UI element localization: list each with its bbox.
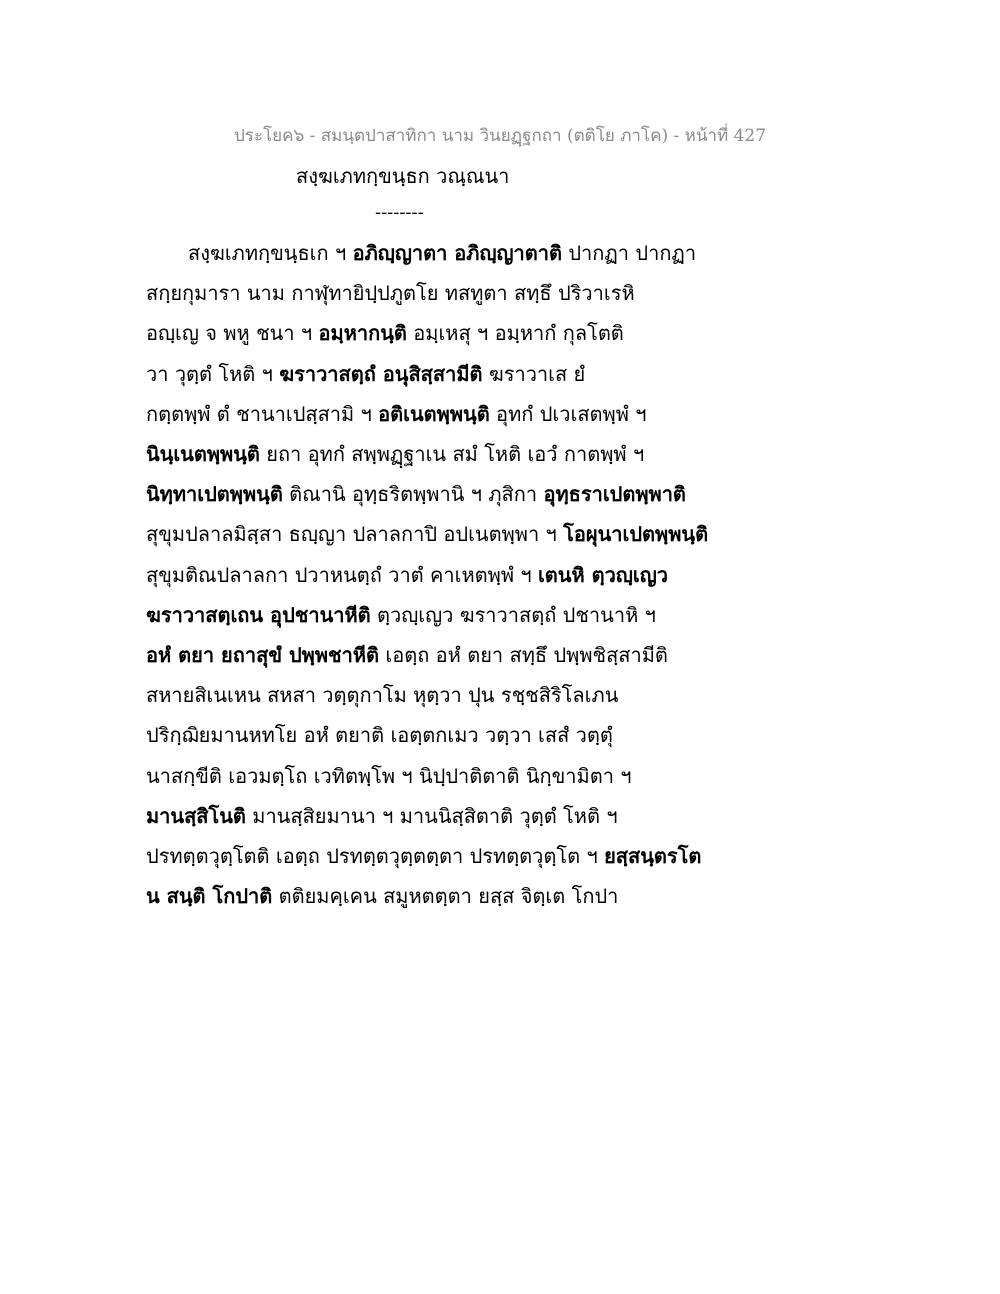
bold-term: อติเนตพฺพนฺติ: [378, 402, 490, 426]
body-line: [146, 763, 632, 789]
body-line: [146, 562, 668, 588]
text-run: ยถา อุทกํ สพฺพฏฺฐาเน สมํ โหติ เอวํ กาตพฺพํ ฯ: [259, 442, 645, 466]
bold-term: ฆราวาสตฺเถน อุปชานาหีติ: [146, 603, 371, 627]
text-run: เอตฺถ อหํ ตยา สทฺธึ ปพฺพชิสฺสามีติ: [379, 643, 668, 667]
body-line: [146, 280, 635, 306]
text-run: สุขุมปลาลมิสฺสา ธญฺญา ปลาลกาปิ อปเนตพฺพา ฯ: [146, 522, 564, 546]
bold-term: ฆราวาสตฺถํ อนุสิสฺสามีติ: [279, 362, 483, 386]
section-divider: --------: [375, 202, 424, 223]
text-run: ฆราวาเส ยํ: [482, 362, 586, 386]
body-line: [146, 320, 624, 346]
bold-term: โอผุนาเปตพฺพนฺติ: [563, 522, 709, 546]
body-line: [146, 682, 618, 708]
text-run: มานสฺสิยมานา ฯ มานนิสฺสิตาติ วุตฺตํ โหติ ฯ: [245, 804, 618, 828]
text-run: ติณานิ อุทฺธริตพฺพานิ ฯ ภุสิกา: [282, 482, 544, 506]
text-run: วา วุตฺตํ โหติ ฯ: [146, 362, 280, 386]
body-line: [146, 481, 686, 507]
text-run: ปากฏา ปากฏา: [561, 241, 697, 265]
text-run: สงฺฆเภทกฺขนฺธเก ฯ: [188, 241, 353, 265]
bold-term: ยสฺสนฺตรโต: [604, 844, 702, 868]
bold-term: มานสฺสิโนติ: [146, 804, 246, 828]
body-line: [146, 803, 618, 829]
text-run: กตฺตพฺพํ ตํ ชานาเปสฺสามิ ฯ: [146, 402, 379, 426]
body-line: [146, 441, 644, 467]
body-line: [146, 401, 646, 427]
text-run: อญฺเญ จ พหู ชนา ฯ: [146, 321, 319, 345]
body-line: [146, 843, 701, 869]
body-line: [146, 602, 656, 628]
bold-term: อภิญฺญาตา อภิญฺญาตาติ: [352, 241, 562, 265]
bold-term: อมฺหากนฺติ: [318, 321, 407, 345]
text-run: อุทกํ ปเวเสตพฺพํ ฯ: [489, 402, 647, 426]
bold-term: อหํ ตยา ยถาสุขํ ปพฺพชาหีติ: [146, 643, 379, 667]
body-line: [146, 642, 668, 668]
body-line: [188, 240, 696, 266]
text-run: ตฺวญฺเญว ฆราวาสตฺถํ ปชานาหิ ฯ: [370, 603, 656, 627]
bold-term: นินฺเนตพฺพนฺติ: [146, 442, 260, 466]
bold-term: น สนฺติ โกปาติ: [146, 884, 273, 908]
text-run: ตติยมคฺเคน สมูหตตฺตา ยสฺส จิตฺเต โกปา: [272, 884, 619, 908]
text-run: อมฺเหสุ ฯ อมฺหากํ กุลโตติ: [406, 321, 624, 345]
text-run: สหายสิเนเหน สหสา วตฺตุกาโม หุตฺวา ปุน รชฺชสิริโลเภน: [146, 683, 619, 707]
bold-term: นิทฺทาเปตพฺพนฺติ: [146, 482, 283, 506]
text-run: ปรทตฺตวุตฺโตติ เอตฺถ ปรทตฺตวุตฺตตฺตา ปรทตฺตวุตฺโต ฯ: [146, 844, 605, 868]
body-line: [146, 361, 585, 387]
body-line: [146, 722, 613, 748]
body-line: [146, 883, 618, 909]
text-run: นาสกฺขีติ เอวมตฺโถ เวทิตพฺโพ ฯ นิปฺปาติตาติ นิกฺขามิตา ฯ: [146, 764, 632, 788]
text-run: สุขุมติณปลาลกา ปวาหนตฺถํ วาตํ คาเหตพฺพํ ฯ: [146, 563, 538, 587]
chapter-title: สงฺฆเภทกฺขนฺธก วณฺณนา: [296, 164, 510, 188]
text-run: สกฺยกุมารา นาม กาฬุทายิปฺปภูตโย ทสทูตา สทฺธึ ปริวาเรหิ: [146, 281, 635, 305]
running-header: ประโยค๖ - สมนฺตปาสาทิกา นาม วินยฏฺฐกถา (ตติโย ภาโค) - หน้าที่ 427: [233, 126, 767, 146]
bold-term: เตนหิ ตฺวญฺเญว: [537, 563, 668, 587]
body-line: [146, 521, 708, 547]
bold-term: อุทฺธราเปตพฺพาติ: [543, 482, 686, 506]
text-run: ปริกฺฌิยมานหทโย อหํ ตยาติ เอตฺตกเมว วตฺวา เสสํ วตฺตุํ: [146, 723, 613, 747]
